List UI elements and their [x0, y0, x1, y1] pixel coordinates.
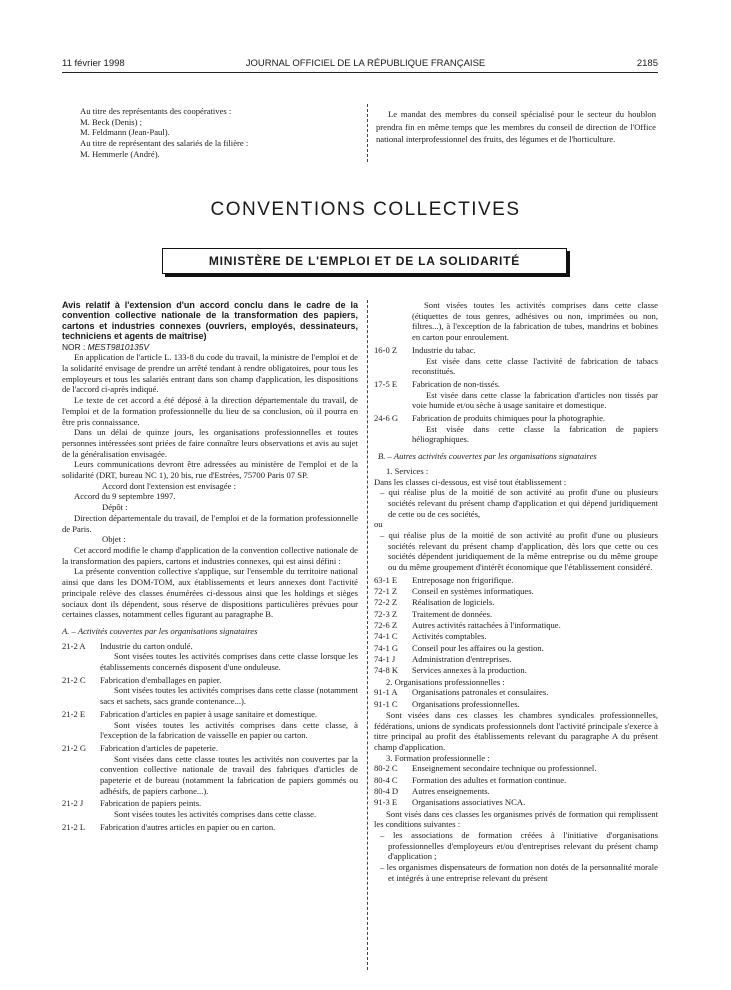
header-page-number: 2185 — [636, 58, 658, 69]
code-row — [374, 775, 596, 786]
paragraph: Dans un délai de quinze jours, les organisations professionnelles et toutes personnes intéressées sont priées de faire connaître leurs observations et avis au sujet de la généralisation envisagée. — [62, 427, 358, 459]
ministry-banner: MINISTÈRE DE L'EMPLOI ET DE LA SOLIDARITÉ — [162, 248, 567, 274]
entry-title: Fabrication d'articles en papier à usage sanitaire et domestique. — [100, 708, 318, 719]
label-cell: Autres enseignements. — [412, 785, 490, 796]
code-cell: 74-1 G — [374, 642, 399, 653]
activity-entry — [62, 743, 358, 797]
code-cell: 74-8 K — [374, 665, 399, 676]
label-cell: Traitement de données. — [412, 608, 493, 619]
code-cell: 91-1 A — [374, 687, 398, 698]
orgs-code-list — [374, 687, 548, 710]
entry-detail: Sont visées toutes les activités comprises dans cette classe. — [114, 809, 317, 820]
nor-label: NOR : — [62, 341, 86, 352]
entry-title: Industrie du carton ondulé. — [100, 640, 193, 651]
entry-code: 21-2 J — [62, 798, 84, 809]
entry-detail: Est visée dans cette classe la fabrication de papiers héliographiques. — [412, 423, 658, 445]
top-left-line: M. Beck (Denis) ; — [80, 116, 143, 127]
paragraph: Accord du 9 septembre 1997. — [74, 491, 176, 502]
label-cell: Activités comptables. — [412, 631, 487, 642]
paragraph: Direction départementale du travail, de l'emploi et de la formation professionnelle de Paris. — [62, 512, 358, 534]
label-cell: Conseil en systèmes informatiques. — [412, 586, 534, 597]
entry-title: Fabrication de produits chimiques pour la photographie. — [412, 413, 606, 424]
dash-item: – qui réalise plus de la moitié de son activité au profit d'une ou plusieurs sociétés relevant du présent champ d'application, dès lors que cette ou ces sociétés dépendent juridiquement de la même entreprise ou du même groupe ou du même groupement d'intérêt économique que l'établissement considéré. — [380, 530, 658, 573]
activity-entry — [62, 798, 358, 819]
code-row — [374, 631, 561, 642]
paragraph: Sont visés dans ces classes les organismes privés de formation qui remplissent les conditions suivantes : — [374, 808, 658, 830]
connector-text: ou — [374, 519, 383, 530]
dash-item: – qui réalise plus de la moitié de son activité au profit d'une ou plusieurs sociétés relevant du présent champ d'application et qui dépend juridiquement de cette ou de ces sociétés, — [380, 487, 658, 519]
code-cell: 63-1 E — [374, 574, 398, 585]
code-cell: 80-2 C — [374, 763, 398, 774]
entry-detail: Est visée dans cette classe l'activité de fabrication de tabacs reconstitués. — [412, 355, 658, 377]
subsection-heading: 2. Organisations professionnelles : — [386, 676, 505, 687]
header-rule — [62, 72, 658, 73]
activity-entry — [62, 709, 358, 741]
paragraph: Cet accord modifie le champ d'application de la convention collective nationale de la transformation des papiers, cartons et industries connexes, qui est ainsi défini : — [62, 544, 358, 566]
code-row — [374, 665, 561, 676]
dash-item: – les organismes dispensateurs de formation non dotés de la personnalité morale et intégrés à une entreprise relevant du présent — [380, 862, 658, 883]
code-row — [374, 575, 561, 586]
code-cell: 72-1 Z — [374, 586, 398, 597]
paragraph: Sont visées dans ces classes les chambres syndicales professionnelles, fédérations, unions de syndicats professionnels dont l'activité principale s'exerce à titre principal au profit des établissements relevant du paragraphe A du présent champ d'application. — [374, 709, 658, 752]
entry-detail: Sont visées dans cette classe toutes les activités non couvertes par la convention collective nationale de travail des fabriques d'articles de papeterie et de bureau (notamment la fabrication de papiers gommés ou adhésifs, de papiers carbone...). — [100, 753, 358, 796]
entry-title: Fabrication d'autres articles en papier ou en carton. — [100, 821, 276, 832]
entry-code: 21-2 G — [62, 742, 87, 753]
entry-code: 21-2 A — [62, 640, 86, 651]
avis-title: Avis relatif à l'extension d'un accord conclu dans le cadre de la convention collective nationale de la transformation des papiers, cartons et industries connexes (ouvriers, employés, dessinateurs, techniciens et agents de maîtrise) — [62, 300, 358, 342]
column-divider-main — [367, 300, 368, 970]
subsection-heading: 1. Services : — [386, 465, 429, 476]
activity-entry — [62, 675, 358, 707]
code-cell: 74-1 J — [374, 653, 396, 664]
subsection-heading: 3. Formation professionnelle : — [386, 752, 490, 763]
label-cell: Conseil pour les affaires ou la gestion. — [412, 642, 544, 653]
label-cell: Entreposage non frigorifique. — [412, 574, 514, 585]
code-row — [374, 654, 561, 665]
entry-code: 21-2 C — [62, 674, 86, 685]
activity-entry — [374, 379, 658, 411]
code-cell: 72-6 Z — [374, 620, 398, 631]
label-cell: Enseignement secondaire technique ou professionnel. — [412, 763, 597, 774]
section-title: CONVENTIONS COLLECTIVES — [210, 199, 521, 220]
entry-code: 17-5 E — [374, 378, 398, 389]
entry-detail: Sont visées toutes les activités comprises dans cette classe, à l'exception de la fabrication de vaisselle en papier ou carton. — [100, 719, 358, 741]
paragraph: Le texte de cet accord a été déposé à la direction départementale du travail, de l'emploi et de la formation professionnelle du lieu de sa conclusion, où il pourra en être pris connaissance. — [62, 395, 358, 427]
right-column — [374, 300, 658, 883]
dash-item: – les associations de formation créées à l'initiative d'organisations professionnelles d'employeurs et/ou d'entreprises relevant du présent champ d'application ; — [380, 829, 658, 862]
code-cell: 72-2 Z — [374, 597, 398, 608]
code-row — [374, 687, 548, 698]
paragraph: Leurs communications devront être adressées au ministère de l'emploi et de la solidarité (DRT, bureau NC 1), 20 bis, rue d'Estrées, 75700 Paris 07 SP. — [62, 459, 358, 481]
top-left-line: M. Feldmann (Jean-Paul). — [80, 127, 170, 138]
code-row — [374, 643, 561, 654]
entry-code: 21-2 L — [62, 821, 86, 832]
entry-title: Industrie du tabac. — [412, 344, 476, 355]
entry-title: Fabrication d'articles de papeterie. — [100, 742, 218, 753]
paragraph: Dans les classes ci-dessous, est visé tout établissement : — [374, 476, 567, 487]
top-left-line: Au titre de représentant des salariés de la filière : — [80, 138, 249, 149]
label-cell: Autres activités rattachées à l'informatique. — [412, 620, 561, 631]
paragraph: La présente convention collective s'applique, sur l'ensemble du territoire national ainsi que dans les DOM-TOM, aux établissements et leurs annexes dont l'activité principale relève des classes énumérées ci-dessous ainsi que les holdings et sièges sociaux dont ils dépendent, sous réserve de dispositions particulières prévues pour certaines classes, notamment celles figurant au paragraphe B. — [62, 566, 358, 620]
label-cell: Organisations associatives NCA. — [412, 797, 526, 808]
section-a-heading: A. – Activités couvertes par les organisations signataires — [62, 625, 258, 636]
code-row — [374, 763, 596, 774]
entry-title: Fabrication de papiers peints. — [100, 798, 202, 809]
top-right-paragraph: Le mandat des membres du conseil spécialisé pour le secteur du houblon prendra fin en même temps que les membres du conseil de direction de l'Office national interprofessionnel des fruits, des légumes et de l'horticulture. — [376, 109, 656, 145]
code-row — [374, 786, 596, 797]
header-journal: JOURNAL OFFICIEL DE LA RÉPUBLIQUE FRANÇAISE — [245, 58, 486, 69]
services-code-list — [374, 575, 561, 677]
code-row — [374, 620, 561, 631]
formation-code-list — [374, 763, 596, 808]
activity-entry — [62, 641, 358, 673]
code-row — [374, 609, 561, 620]
label-cell: Organisations professionnelles. — [412, 698, 520, 709]
entry-detail: Sont visées toutes les activités comprises dans cette classe (notamment sacs et sachets, sacs grande contenance...). — [100, 685, 358, 707]
entry-code: 21-2 E — [62, 708, 86, 719]
column-divider-top — [367, 104, 368, 162]
left-column — [62, 300, 358, 833]
label-cell: Organisations patronales et consulaires. — [412, 687, 549, 698]
activity-entry — [374, 345, 658, 377]
paragraph: Dépôt : — [102, 502, 128, 513]
code-row — [374, 699, 548, 710]
code-cell: 80-4 D — [374, 785, 399, 796]
code-row — [374, 797, 596, 808]
label-cell: Formation des adultes et formation continue. — [412, 774, 567, 785]
top-left-line: M. Hemmerle (André). — [80, 148, 160, 159]
label-cell: Administration d'entreprises. — [412, 653, 512, 664]
code-cell: 72-3 Z — [374, 608, 398, 619]
paragraph: En application de l'article L. 133-8 du code du travail, la ministre de l'emploi et de la solidarité envisage de prendre un arrêté tendant à rendre obligatoires, pour tous les employeurs et tous les salariés entrant dans son champ d'application, les dispositions de l'accord ci-après indiqué. — [62, 352, 358, 395]
code-row — [374, 597, 561, 608]
activity-entry — [62, 822, 358, 833]
top-right-block — [376, 108, 656, 146]
code-cell: 80-4 C — [374, 774, 398, 785]
activity-entry — [374, 413, 658, 445]
code-cell: 91-1 C — [374, 698, 398, 709]
paragraph: Accord dont l'extension est envisagée : — [102, 480, 236, 491]
entry-detail: Sont visées toutes les activités comprises dans cette classe lorsque les établissements concernés disposent d'une onduleuse. — [100, 651, 358, 673]
label-cell: Réalisation de logiciels. — [412, 597, 495, 608]
code-cell: 74-1 C — [374, 631, 398, 642]
label-cell: Services annexes à la production. — [412, 665, 527, 676]
nor-reference — [62, 342, 358, 353]
entry-detail: Est visée dans cette classe la fabrication d'articles non tissés par voie humide et/ou sèche à usage sanitaire et domestique. — [412, 389, 658, 411]
entry-title: Fabrication d'emballages en papier. — [100, 674, 222, 685]
continued-detail: Sont visées toutes les activités comprises dans cette classe (étiquettes de tous genres, adhésives ou non, imprimées ou non, filtres...), à l'exception de la fabrication de tubes, mandrins et bobines en carton pour enroulement. — [412, 300, 658, 343]
section-b-heading: B. – Autres activités couvertes par les organisations signataires — [378, 451, 597, 462]
top-left-block — [80, 106, 350, 160]
code-cell: 91-3 E — [374, 797, 398, 808]
code-row — [374, 586, 561, 597]
header-date: 11 février 1998 — [62, 58, 125, 69]
top-left-line: Au titre des représentants des coopératives : — [80, 106, 232, 116]
entry-title: Fabrication de non-tissés. — [412, 378, 501, 389]
paragraph: Objet : — [102, 534, 126, 545]
entry-code: 24-6 G — [374, 413, 399, 424]
entry-code: 16-0 Z — [374, 344, 398, 355]
nor-value: MEST9810135V — [87, 341, 150, 352]
